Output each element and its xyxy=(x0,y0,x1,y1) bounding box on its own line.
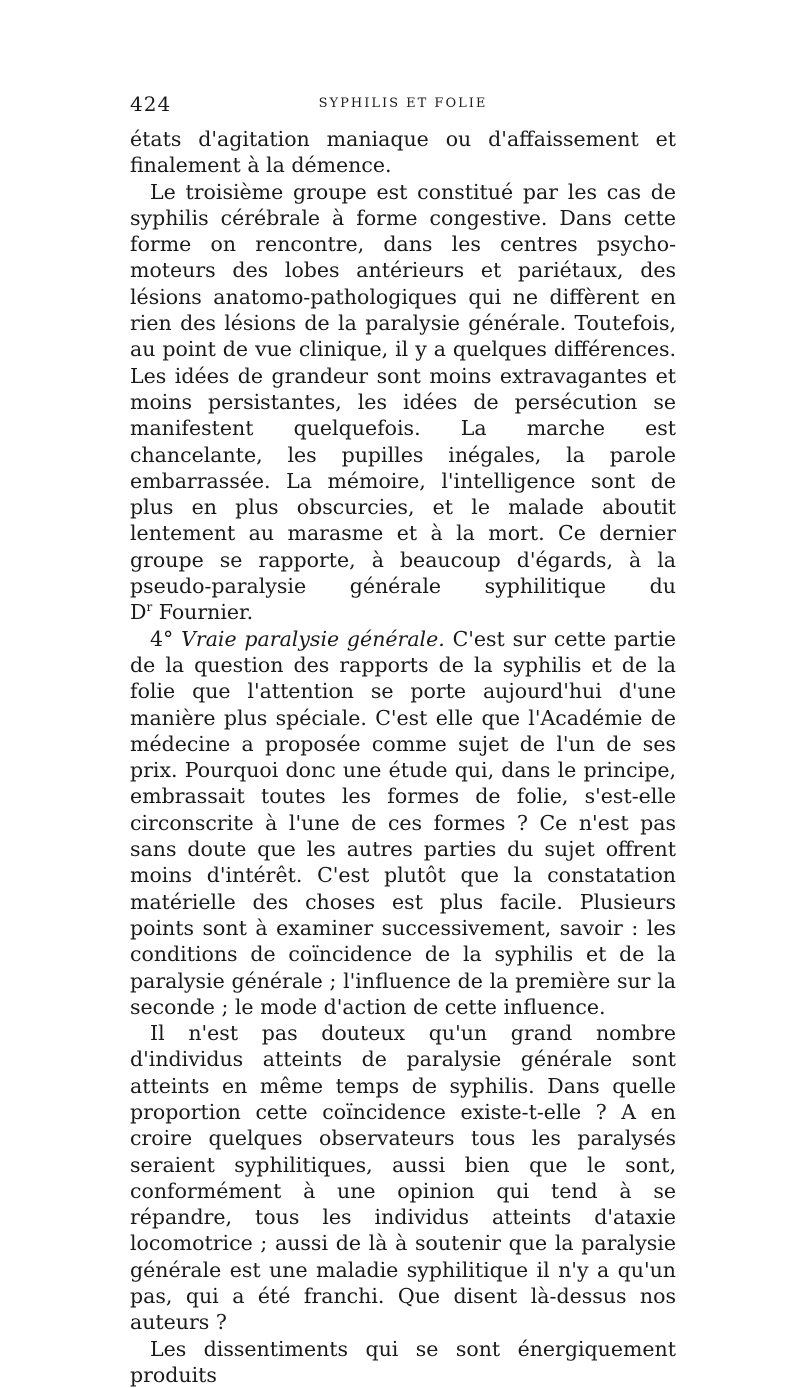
doctor-abbreviation: D xyxy=(130,600,147,625)
section-heading: Vraie paralysie générale. xyxy=(181,626,445,651)
paragraph-text: états d'agitation maniaque ou d'affaissement et finalement à la démence. xyxy=(130,127,676,178)
paragraph-text: Il n'est pas douteux qu'un grand nombre d'individus atteints de paralysie générale sont atteints en même temps de syphilis. Dans quelle proportion cette coïncidence existe-t-elle ? A en croire quelques observateurs tous les paralysés seraient syphilitiques, aussi bien que le sont, conformément à une opinion qui tend à se répandre, tous les individus atteints d'ataxie locomotrice ; aussi de là à soutenir que la paralysie générale est une maladie syphilitique il n'y a qu'un pas, qui a été franchi. Que disent là-dessus nos auteurs ? xyxy=(130,1021,676,1335)
running-head xyxy=(130,92,676,122)
paragraph-text: Le troisième groupe est constitué par les cas de syphilis cérébrale à forme congestive. Dans cette forme on rencontre, dans les centres psycho-moteurs des lobes antérieurs et pariétaux, des lésions anatomo-pathologiques qui ne diffèrent en rien des lésions de la paralysie générale. Toutefois, au point de vue clinique, il y a quelques différences. Les idées de grandeur sont moins extravagantes et moins persistantes, les idées de persécution se manifestent quelquefois. La marche est chancelante, les pupilles inégales, la parole embarrassée. La mémoire, l'intelligence sont de plus en plus obscurcies, et le malade aboutit lentement au marasme et à la mort. Ce dernier groupe se rapporte, à beaucoup d'égards, à la pseudo-paralysie générale syphilitique du xyxy=(130,179,676,599)
paragraph-text: Les dissentiments qui se sont énergiquement produits xyxy=(130,1336,676,1387)
paragraph-text: C'est sur cette partie de la question des rapports de la syphilis et de la folie que l'attention se porte aujourd'hui d'une manière plus spéciale. C'est elle que l'Académie de médecine a proposée comme sujet de l'un de ses prix. Pourquoi donc une étude qui, dans le principe, embrassait toutes les formes de folie, s'est-elle circonscrite à l'une de ces formes ? Ce n'est pas sans doute que les autres parties du sujet offrent moins d'intérêt. C'est plutôt que la constatation matérielle des choses est plus facile. Plusieurs points sont à examiner successivement, savoir : les conditions de coïncidence de la syphilis et de la paralysie générale ; l'influence de la première sur la seconde ; le mode d'action de cette influence. xyxy=(130,626,677,1019)
paragraph-true-general-paralysis xyxy=(130,626,676,1020)
paragraph-dissent xyxy=(130,1336,676,1388)
paragraph-coincidence xyxy=(130,1020,676,1336)
body-text xyxy=(130,126,676,1388)
book-page xyxy=(130,92,676,1388)
page-number: 424 xyxy=(130,92,172,116)
doctor-abbreviation-superscript: r xyxy=(146,600,153,615)
paragraph-third-group xyxy=(130,179,676,600)
paragraph-continuation xyxy=(130,126,676,179)
paragraph-third-group-end xyxy=(130,599,676,625)
running-title: SYPHILIS ET FOLIE xyxy=(318,96,488,111)
paragraph-end-text: Fournier. xyxy=(158,600,254,625)
section-number: 4° xyxy=(150,626,174,651)
